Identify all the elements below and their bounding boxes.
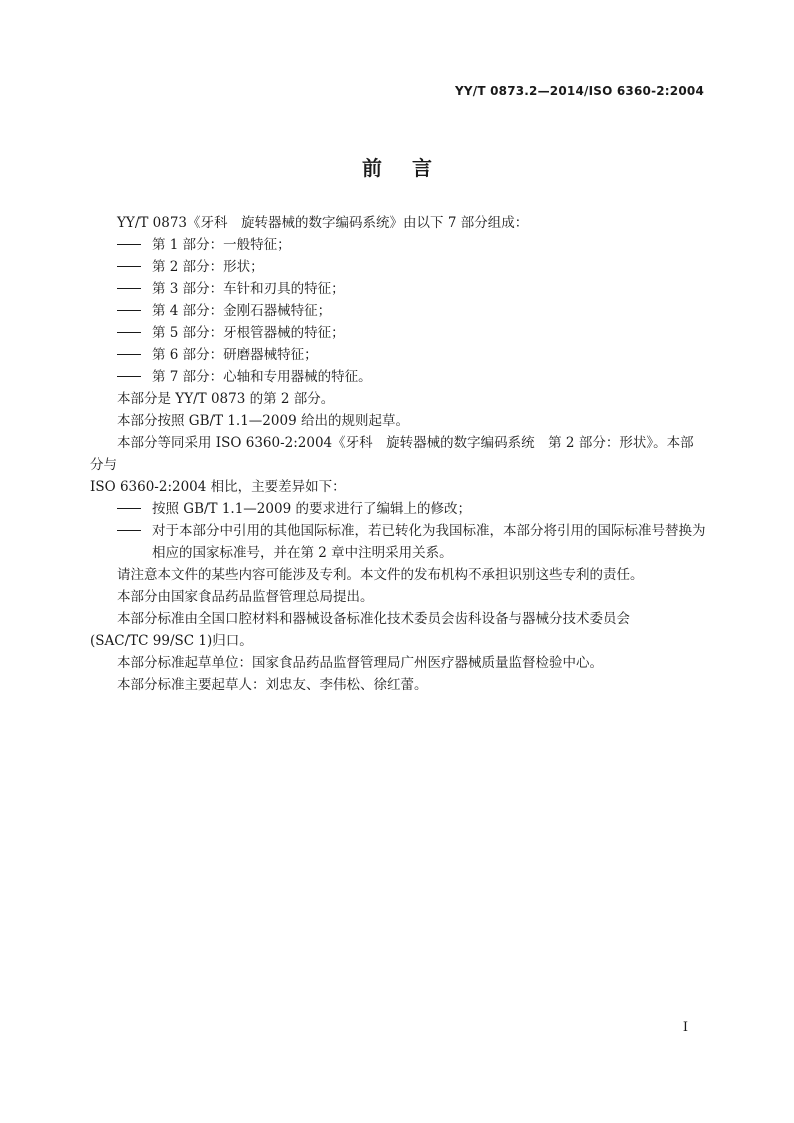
dash-mark [117,520,152,542]
list-item-text: 第 4 部分：金刚石器械特征； [152,303,332,319]
difference-text: 按照 GB/T 1.1—2009 的要求进行了编辑上的修改； [152,501,471,517]
list-item-text: 第 5 部分：牙根管器械的特征； [152,325,345,341]
dash-mark [117,366,152,388]
centralized-by-cont: (SAC/TC 99/SC 1)归口。 [90,633,253,649]
equivalence-statement: 本部分等同采用 ISO 6360-2:2004《牙科 旋转器械的数字编码系统 第 2 部分：形状》。本部分与 [90,435,694,473]
list-item [90,300,706,322]
patent-notice: 请注意本文件的某些内容可能涉及专利。本文件的发布机构不承担识别这些专利的责任。 [117,567,644,583]
list-item [90,344,706,366]
list-item-text: 第 3 部分：车针和刃具的特征； [152,281,345,297]
dash-mark [117,498,152,520]
proposed-by: 本部分由国家食品药品监督管理总局提出。 [117,589,374,605]
list-item [90,366,706,388]
list-item-text: 第 7 部分：心轴和专用器械的特征。 [152,369,372,385]
dash-mark [117,234,152,256]
page-title: 前言 [362,156,462,180]
part-statement: 本部分是 YY/T 0873 的第 2 部分。 [117,391,335,407]
list-item [90,256,706,278]
difference-item [90,498,706,520]
dash-mark [117,322,152,344]
drafting-rules: 本部分按照 GB/T 1.1—2009 给出的规则起草。 [117,413,409,429]
dash-mark [117,278,152,300]
list-item [90,234,706,256]
foreword-body [90,212,706,696]
dash-mark [117,300,152,322]
dash-mark [117,256,152,278]
list-item-text: 第 2 部分：形状； [152,259,264,275]
difference-text: 对于本部分中引用的其他国际标准，若已转化为我国标准，本部分将引用的国际标准号替换为相应的国家标准号，并在第 2 章中注明采用关系。 [152,523,706,561]
dash-mark [117,344,152,366]
drafters: 本部分标准主要起草人：刘忠友、李伟松、徐红蕾。 [117,677,428,693]
document-code-header: YY/T 0873.2—2014/ISO 6360-2:2004 [454,84,704,98]
intro-paragraph: YY/T 0873《牙科 旋转器械的数字编码系统》由以下 7 部分组成： [117,215,529,231]
difference-item [90,520,706,564]
centralized-by: 本部分标准由全国口腔材料和器械设备标准化技术委员会齿科设备与器械分技术委员会 [117,611,630,627]
list-item-text: 第 1 部分：一般特征； [152,237,291,253]
equivalence-statement-cont: ISO 6360-2:2004 相比，主要差异如下： [90,479,346,495]
page-number: I [682,1020,688,1035]
drafting-unit: 本部分标准起草单位：国家食品药品监督管理局广州医疗器械质量监督检验中心。 [117,655,603,671]
list-item-text: 第 6 部分：研磨器械特征； [152,347,318,363]
list-item [90,322,706,344]
list-item [90,278,706,300]
